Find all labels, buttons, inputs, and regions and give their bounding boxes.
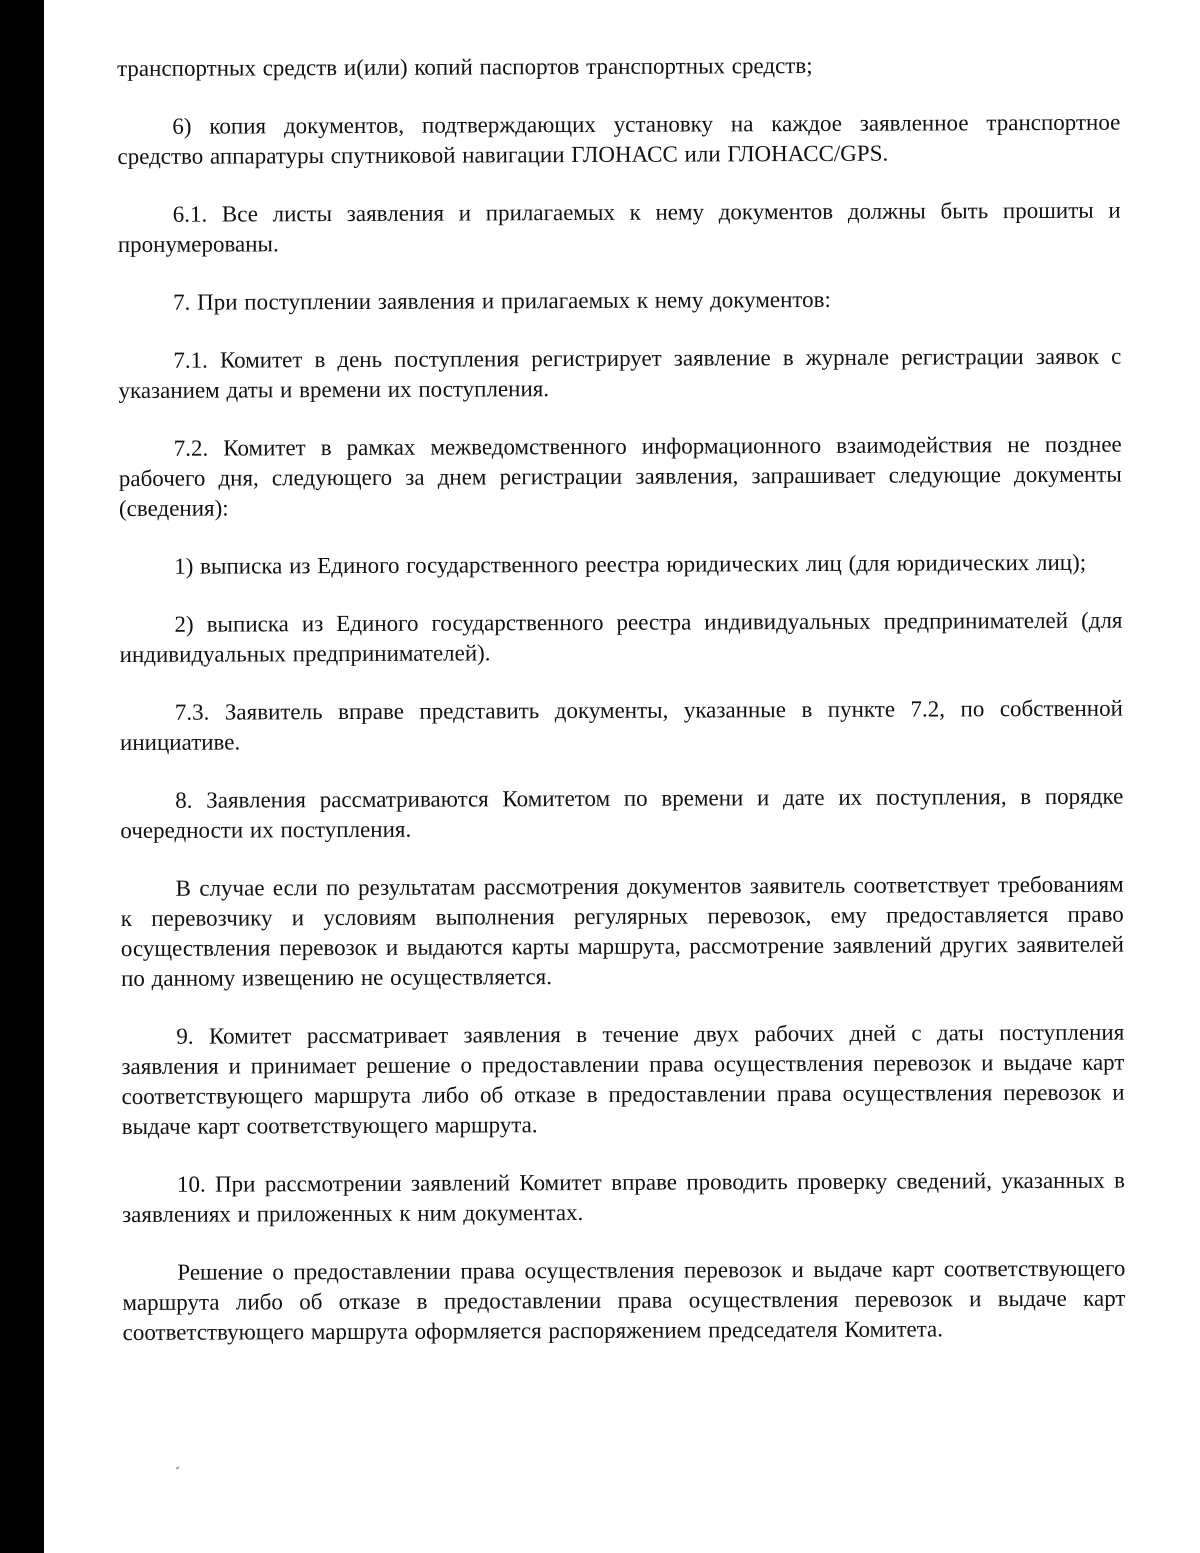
paragraph-item-7-1: 7.1. Комитет в день поступления регистрирует заявление в журнале регистрации заявок с указанием даты и времени их поступления. <box>118 343 1122 403</box>
paragraph-item-7: 7. При поступлении заявления и прилагаемых к нему документов: <box>173 286 831 315</box>
paragraph-item-6-1: 6.1. Все листы заявления и прилагаемых к нему документов должны быть прошиты и пронумерованы. <box>117 197 1121 257</box>
paragraph-item-10: 10. При рассмотрении заявлений Комитет вправе проводить проверку сведений, указанных в заявлениях и приложенных к ним документах. <box>122 1167 1125 1227</box>
scan-edge-shadow <box>0 0 44 1553</box>
scan-speck <box>176 1466 180 1469</box>
paragraph-item-8-case: В случае если по результатам рассмотрения документов заявитель соответствует требованиям к перевозчику и условиям выполнения регулярных перевозок, ему предоставляется право осуществления перевозок и выдаются карты маршрута, рассмотрение заявлений других заявителей по данному извещению не осуществляется. <box>120 871 1124 991</box>
document-body <box>117 50 1126 1376</box>
paragraph-decision: Решение о предоставлении права осуществления перевозок и выдаче карт соответствующего маршрута либо об отказе в предоставлении права осуществления перевозок и выдаче карт соответствующего маршрута оформляется распоряжением председателя Комитета. <box>122 1255 1126 1345</box>
paragraph-item-7-3: 7.3. Заявитель вправе представить документы, указанные в пункте 7.2, по собственной инициативе. <box>119 695 1123 755</box>
paragraph-subitem-2: 2) выписка из Единого государственного реестра индивидуальных предпринимателей (для индивидуальных предпринимателей). <box>119 607 1123 667</box>
paragraph-item-7-2: 7.2. Комитет в рамках межведомственного информационного взаимодействия не позднее рабочего дня, следующего за днем регистрации заявления, запрашивает следующие документы (сведения): <box>118 431 1122 521</box>
paragraph-continuation: транспортных средств и(или) копий паспортов транспортных средств; <box>117 52 813 81</box>
paragraph-item-9: 9. Комитет рассматривает заявления в течение двух рабочих дней с даты поступления заявления и принимает решение о предоставлении права осуществления перевозок и выдаче карт соответствующего маршрута либо об отказе в предоставлении права осуществления перевозок и выдаче карт соответствующего маршрута. <box>121 1019 1125 1139</box>
paragraph-item-8: 8. Заявления рассматриваются Комитетом по времени и дате их поступления, в порядке очередности их поступления. <box>120 783 1124 843</box>
paragraph-item-6: 6) копия документов, подтверждающих установку на каждое заявленное транспортное средство аппаратуры спутниковой навигации ГЛОНАСС или ГЛОНАСС/GPS. <box>117 109 1121 169</box>
paragraph-subitem-1: 1) выписка из Единого государственного реестра юридических лиц (для юридических лиц); <box>174 549 1087 579</box>
